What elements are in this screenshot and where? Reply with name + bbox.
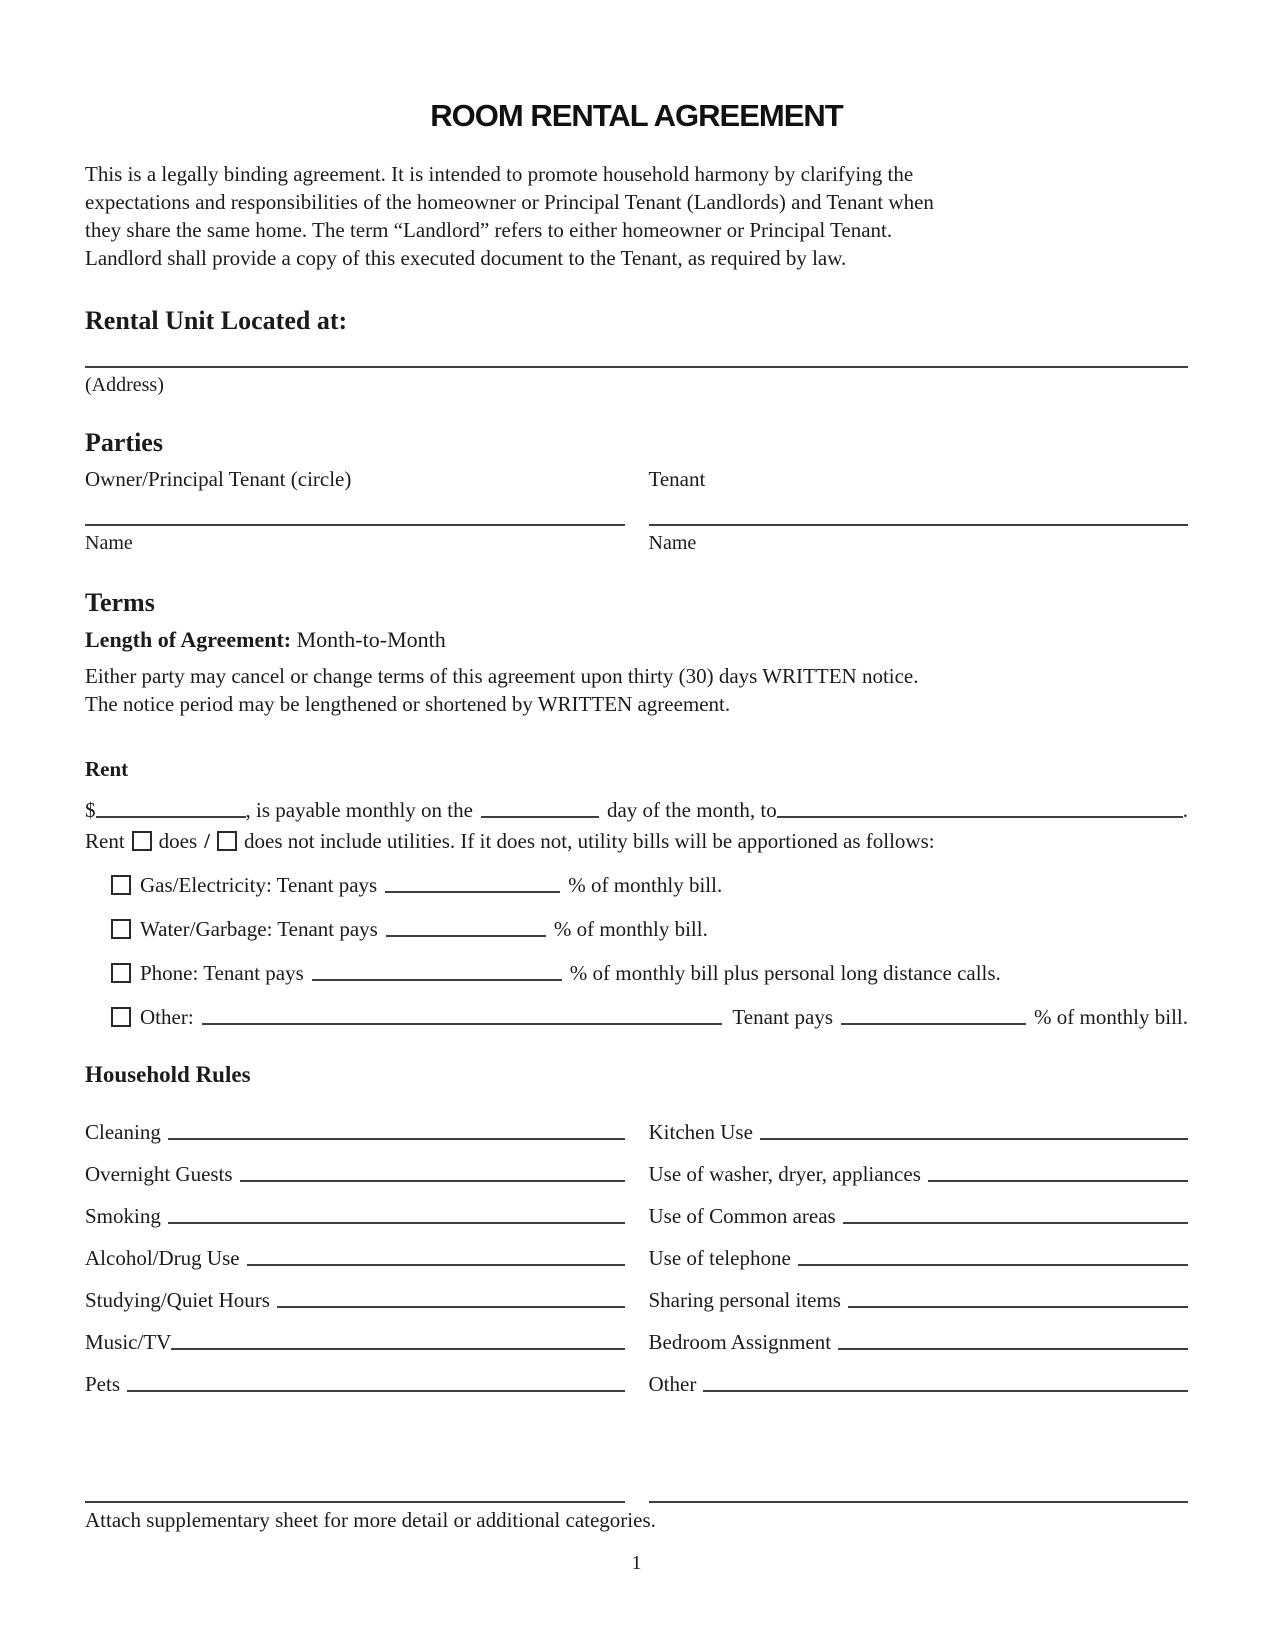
rule-row-cleaning [85,1121,625,1143]
rule-row-music-tv [85,1331,625,1353]
rule-row-alcohol-drug-use [85,1247,625,1269]
parties-labels-row [85,466,1188,492]
utility-row-gas-electricity [85,871,1188,899]
rent-amount-line [85,796,1188,824]
length-of-agreement-line [85,626,1188,654]
other-description-blank[interactable] [202,1023,723,1025]
overnight-guests-blank[interactable] [240,1180,625,1182]
rule-label: Bedroom Assignment [648,1330,832,1354]
rent-does-not-text: does not include utilities. If it does not, utility bills will be apportioned as follows: [244,829,935,853]
continuation-lines-row [85,1501,1188,1503]
rule-row-smoking [85,1205,625,1227]
rule-label: Studying/Quiet Hours [85,1288,270,1312]
length-of-agreement-label: Length of Agreement: [85,627,292,652]
parties-name-captions-row [85,530,1188,556]
intro-line: expectations and responsibilities of the homeowner or Principal Tenant (Landlords) and Tenant when [85,190,934,214]
rule-row-washer-dryer-appliances [649,1163,1189,1185]
checkbox-other[interactable] [111,1007,131,1027]
cleaning-blank[interactable] [168,1138,625,1140]
rule-row-telephone [649,1247,1189,1269]
intro-line: This is a legally binding agreement. It is intended to promote household harmony by clarifying the [85,162,914,186]
page-number: 1 [631,1552,642,1574]
pets-blank[interactable] [127,1390,624,1392]
phone-percent-blank[interactable] [312,979,562,981]
utility-suffix: % of monthly bill. [553,917,708,941]
rule-label: Use of telephone [648,1246,791,1270]
notice-line: The notice period may be lengthened or shortened by WRITTEN agreement. [85,692,731,716]
section-heading-rent: Rent [85,757,129,781]
intro-paragraph [85,160,1188,272]
notice-paragraph [85,662,1188,718]
intro-line: they share the same home. The term “Landlord” refers to either homeowner or Principal Tenant. [85,218,893,242]
notice-line: Either party may cancel or change terms of this agreement upon thirty (30) days WRITTEN notice. [85,664,919,688]
washer-dryer-appliances-blank[interactable] [928,1180,1188,1182]
rule-row-overnight-guests [85,1163,625,1185]
rule-label: Alcohol/Drug Use [85,1246,240,1270]
alcohol-drug-use-blank[interactable] [247,1264,625,1266]
water-percent-blank[interactable] [386,935,546,937]
household-rules-grid [85,1101,1188,1395]
other-rule-blank[interactable] [703,1390,1188,1392]
utility-row-phone [85,959,1188,987]
telephone-blank[interactable] [798,1264,1188,1266]
rule-label: Kitchen Use [648,1120,753,1144]
rule-label: Overnight Guests [85,1162,233,1186]
studying-quiet-hours-blank[interactable] [277,1306,625,1308]
common-areas-blank[interactable] [843,1222,1188,1224]
rule-label: Music/TV [85,1330,172,1354]
rent-day-text: day of the month, to [606,798,777,822]
rent-slash: / [204,829,211,853]
rule-row-kitchen-use [649,1121,1189,1143]
rent-currency-symbol: $ [85,798,96,822]
tenant-name-blank[interactable] [649,524,1189,526]
document-title: ROOM RENTAL AGREEMENT [430,98,843,133]
household-rules-right-column [649,1101,1189,1395]
rule-row-other-rule [649,1373,1189,1395]
other-label: Other: [140,1005,194,1029]
rule-label: Cleaning [85,1120,161,1144]
rule-label: Sharing personal items [648,1288,841,1312]
continuation-blank-left[interactable] [85,1501,625,1503]
checkbox-gas-electricity[interactable] [111,875,131,895]
rule-row-pets [85,1373,625,1395]
section-heading-rental-unit: Rental Unit Located at: [85,306,348,335]
continuation-blank-right[interactable] [649,1501,1189,1503]
rule-label: Other [648,1372,697,1396]
rule-row-studying-quiet-hours [85,1289,625,1311]
other-suffix: % of monthly bill. [1034,1005,1188,1029]
section-heading-household-rules: Household Rules [85,1062,251,1087]
rent-includes-prefix: Rent [85,829,125,853]
rent-day-blank[interactable] [481,816,599,818]
rule-row-bedroom-assignment [649,1331,1189,1353]
bedroom-assignment-blank[interactable] [838,1348,1188,1350]
gas-percent-blank[interactable] [385,891,560,893]
section-heading-parties: Parties [85,428,163,457]
utility-suffix: % of monthly bill plus personal long distance calls. [569,961,1001,985]
kitchen-use-blank[interactable] [760,1138,1188,1140]
rule-row-common-areas [649,1205,1189,1227]
owner-name-blank[interactable] [85,524,625,526]
utility-row-other [85,1003,1188,1031]
rule-label: Use of Common areas [648,1204,836,1228]
rule-row-sharing-personal-items [649,1289,1189,1311]
tenant-name-caption: Name [648,532,697,554]
rule-label: Use of washer, dryer, appliances [648,1162,921,1186]
tenant-label: Tenant [648,467,706,491]
section-heading-terms: Terms [85,588,155,617]
owner-name-caption: Name [85,532,133,554]
rent-amount-blank[interactable] [96,816,246,818]
length-of-agreement-value: Month-to-Month [296,627,446,652]
rent-payable-text: , is payable monthly on the [245,798,473,822]
sharing-personal-items-blank[interactable] [848,1306,1188,1308]
supplementary-note: Attach supplementary sheet for more detail or additional categories. [85,1508,656,1532]
checkbox-rent-does-not[interactable] [217,831,237,851]
rent-terminal-period: . [1182,798,1188,822]
rent-payee-blank[interactable] [777,816,1183,818]
address-caption: (Address) [85,374,164,396]
other-tenant-pays-label: Tenant pays [732,1005,833,1029]
rule-label: Pets [85,1372,121,1396]
parties-name-lines-row [85,524,1188,526]
household-rules-left-column [85,1101,625,1395]
rent-does-label: does [158,829,198,853]
utility-label: Water/Garbage: Tenant pays [140,917,378,941]
rent-includes-line [85,827,1188,855]
utility-label: Phone: Tenant pays [140,961,304,985]
checkbox-phone[interactable] [111,963,131,983]
rule-label: Smoking [85,1204,161,1228]
utility-suffix: % of monthly bill. [568,873,723,897]
intro-line: Landlord shall provide a copy of this executed document to the Tenant, as required by law. [85,246,847,270]
checkbox-rent-does[interactable] [132,831,152,851]
checkbox-water-garbage[interactable] [111,919,131,939]
owner-label: Owner/Principal Tenant (circle) [85,467,352,491]
music-tv-blank[interactable] [171,1348,624,1350]
utility-label: Gas/Electricity: Tenant pays [140,873,378,897]
smoking-blank[interactable] [168,1222,625,1224]
address-blank[interactable] [85,366,1188,368]
utility-row-water-garbage [85,915,1188,943]
other-percent-blank[interactable] [841,1023,1026,1025]
